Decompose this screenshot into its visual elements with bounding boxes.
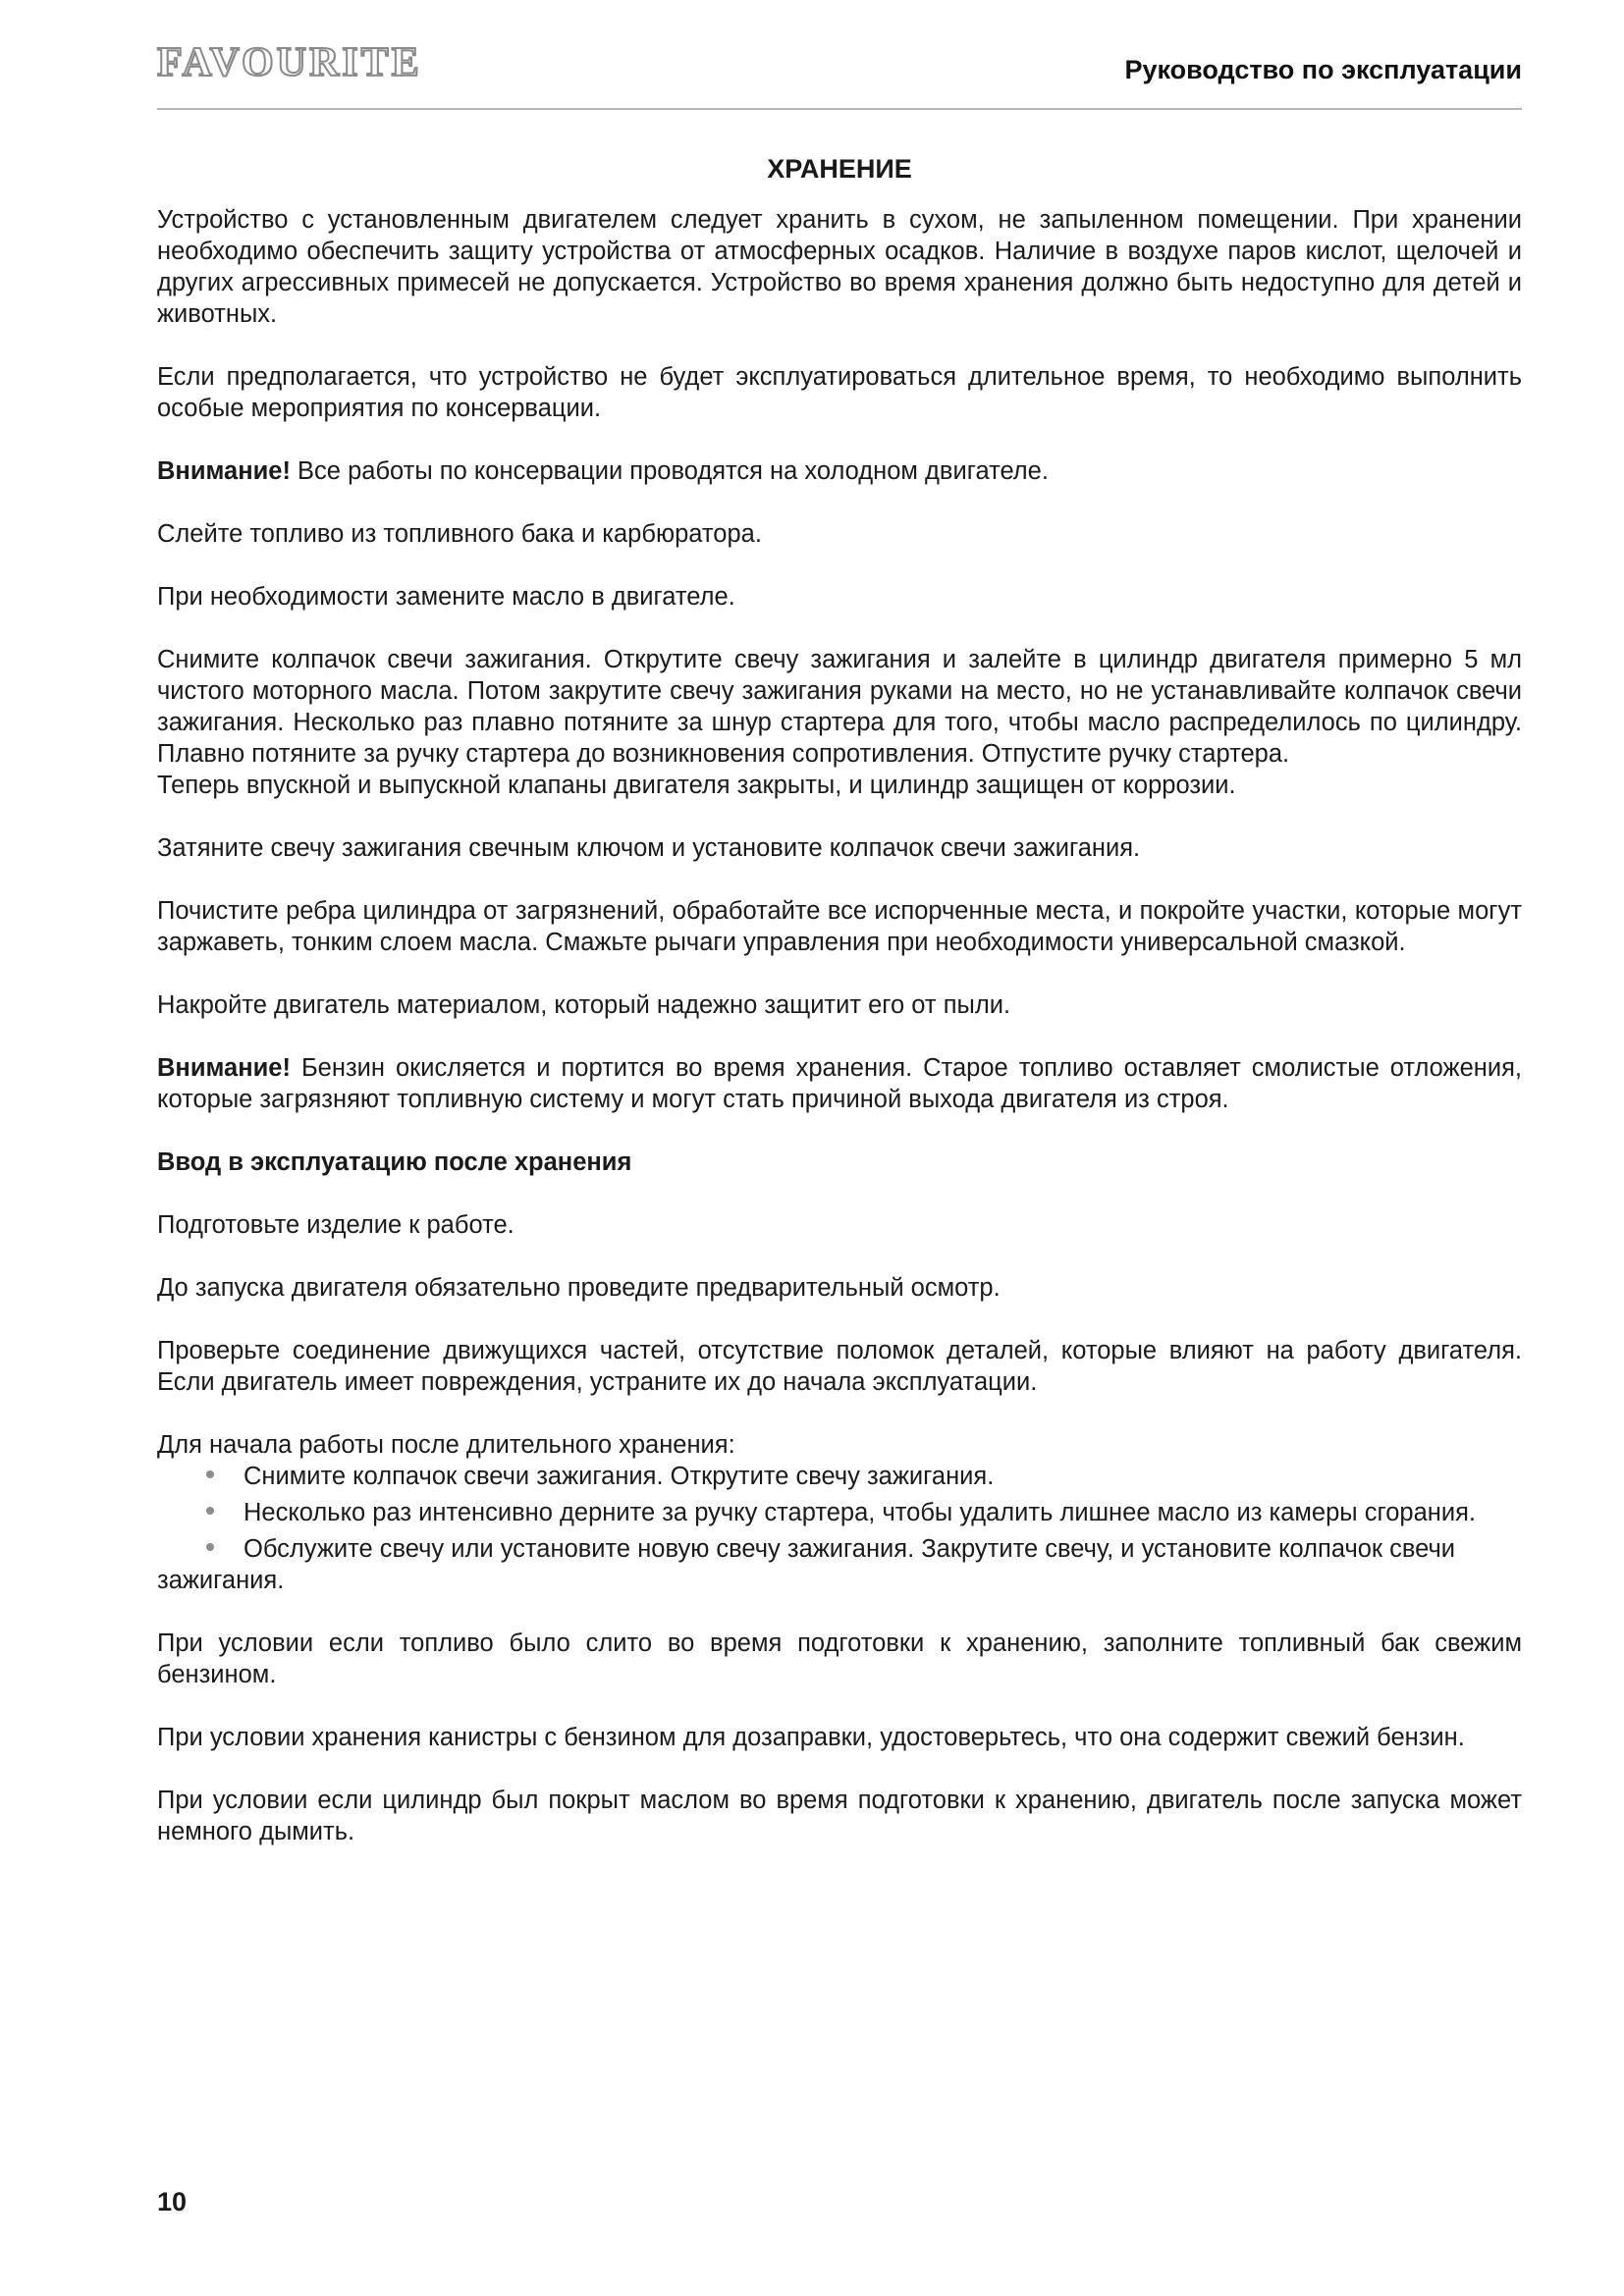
paragraph-drain-fuel: Слейте топливо из топливного бака и карбюратора. [157,520,762,548]
page-content [157,147,1522,1879]
paragraph-check-parts: Проверьте соединение движущихся частей, отсутствие поломок деталей, которые влияют на работу двигателя. Если двигатель имеет повреждения, устраните их до начала эксплуатации. [157,1337,1522,1396]
warning-label: Внимание! [157,1054,291,1082]
paragraph-conservation-intro: Если предполагается, что устройство не будет эксплуатироваться длительное время, то необходимо выполнить особые мероприятия по консервации. [157,363,1522,422]
list-item: Несколько раз интенсивно дерните за ручку стартера, чтобы удалить лишнее масло из камеры сгорания. [157,1497,1522,1528]
brand-logo: FAVOURITE [157,40,422,85]
paragraph-storage-conditions: Устройство с установленным двигателем следует хранить в сухом, не запыленном помещении. При хранении необходимо обеспечить защиту устройства от атмосферных осадков. Наличие в воздухе паров кислот, щелочей и других агрессивных примесей не допускается. Устройство во время хранения должно быть недоступно для детей и животных. [157,206,1522,328]
paragraph-warning-cold-engine [157,455,1522,487]
document-title: Руководство по эксплуатации [1124,55,1522,84]
paragraph-cover-engine: Накройте двигатель материалом, который надежно защитит его от пыли. [157,991,1011,1019]
warning-text: Бензин окисляется и портится во время хранения. Старое топливо оставляет смолистые отложения, которые загрязняют топливную систему и могут стать причиной выхода двигателя из строя. [157,1054,1522,1113]
bullet-icon [206,1470,214,1478]
list-item: Снимите колпачок свечи зажигания. Открутите свечу зажигания. [157,1461,1522,1492]
paragraph-prepare-product: Подготовьте изделие к работе. [157,1211,514,1239]
bullet-icon [206,1543,214,1551]
paragraph-smoke-warning: При условии если цилиндр был покрыт маслом во время подготовки к хранению, двигатель после запуска может немного дымить. [157,1787,1522,1845]
bullet-icon [206,1507,214,1515]
page-number: 10 [157,2187,188,2216]
paragraph-fresh-canister: При условии хранения канистры с бензином для дозаправки, удостоверьтесь, что она содержит свежий бензин. [157,1724,1465,1751]
bullet-list [157,1461,1522,1596]
paragraph-spark-plug-procedure: Снимите колпачок свечи зажигания. Открутите свечу зажигания и залейте в цилиндр двигателя примерно 5 мл чистого моторного масла. Потом закрутите свечу зажигания руками на место, но не устанавливайте колпачок свечи зажигания. Несколько раз плавно потяните за шнур стартера для того, чтобы масло распределилось по цилиндру. Плавно потяните за ручку стартера до возникновения сопротивления. Отпустите ручку стартера. [157,646,1522,768]
paragraph-replace-oil: При необходимости замените масло в двигателе. [157,583,735,611]
section-title: ХРАНЕНИЕ [767,154,912,184]
page-header [157,39,1522,110]
paragraph-clean-cylinder: Почистите ребра цилиндра от загрязнений, обработайте все испорченные места, и покройте участки, которые могут заржаветь, тонким слоем масла. Смажьте рычаги управления при необходимости универсальной смазкой. [157,897,1522,956]
warning-label: Внимание! [157,457,291,485]
paragraph-valves-closed: Теперь впускной и выпускной клапаны двигателя закрыты, и цилиндр защищен от коррозии. [157,772,1236,799]
paragraph-start-after-storage: Для начала работы после длительного хранения: [157,1431,735,1459]
subheading-after-storage: Ввод в эксплуатацию после хранения [157,1148,632,1176]
paragraph-tighten-plug: Затяните свечу зажигания свечным ключом и установите колпачок свечи зажигания. [157,834,1141,862]
paragraph-pre-inspection: До запуска двигателя обязательно проведите предварительный осмотр. [157,1274,1001,1302]
list-item: Обслужите свечу или установите новую свечу зажигания. Закрутите свечу, и установите колпачок свечи зажигания. [157,1535,1456,1594]
paragraph-warning-fuel [157,1052,1522,1115]
warning-text: Все работы по консервации проводятся на холодном двигателе. [290,457,1049,485]
paragraph-refill-fuel: При условии если топливо было слито во время подготовки к хранению, заполните топливный бак свежим бензином. [157,1629,1522,1688]
